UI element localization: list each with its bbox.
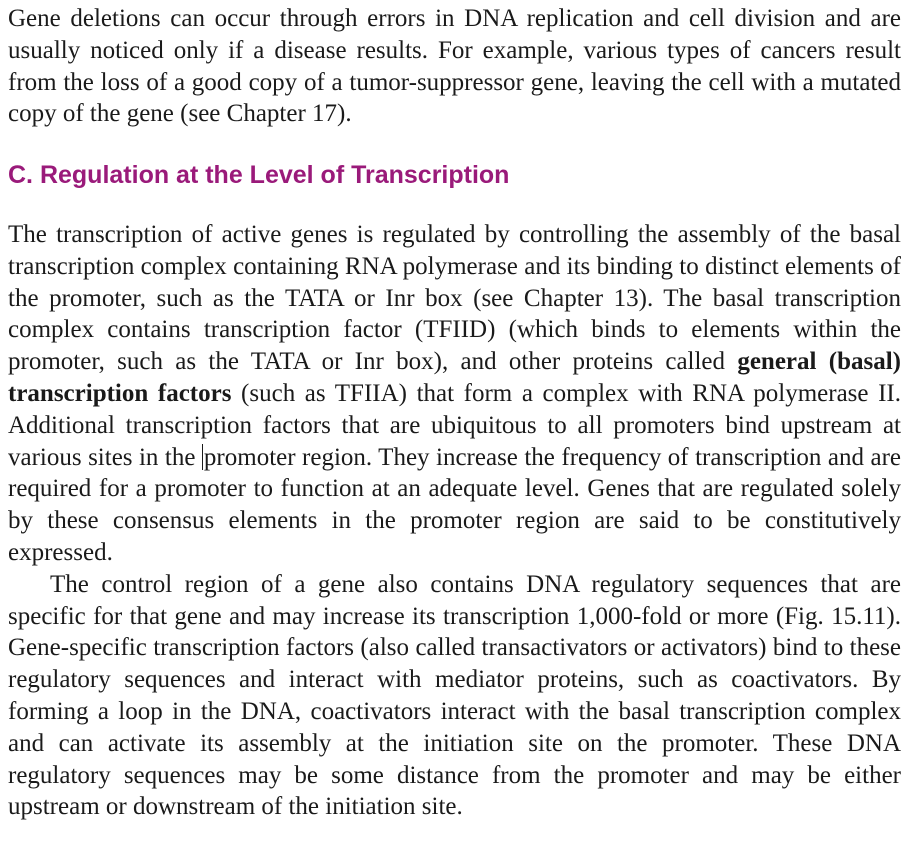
paragraph-gene-deletions: Gene deletions can occur through errors in DNA replication and cell division and are usually noticed only if a disease results. For example, various types of cancers result from the loss of a good copy of a tumor-suppressor gene, leaving the cell with a mutated copy of the gene (see Chapter 17).	[8, 5, 901, 128]
section-body	[8, 219, 901, 823]
text-cursor	[202, 444, 203, 470]
paragraph-text: (such as TFIIA) that form a complex with RNA polymerase II. Additional transcription factors that are ubiquitous to all promoters bind upstream at various sites in the	[8, 379, 902, 471]
paragraph-text: promoter region. They increase the frequency of transcription and are required for a promoter to function at an adequate level. Genes that are regulated solely by these consensus elements in the promoter region are said to be constitutively expressed.	[8, 443, 901, 566]
section-heading: C. Regulation at the Level of Transcription	[8, 161, 510, 189]
bold-term: general (basal) transcription factors	[8, 348, 901, 407]
paragraph-text: The transcription of active genes is regulated by controlling the assembly of the basal transcription complex containing RNA polymerase and its binding to distinct elements of the promoter, such as the TATA or Inr box (see Chapter 13). The basal transcription complex contains transcription factor (TFIID) (which binds to elements within the promoter, such as the TATA or Inr box), and other proteins called	[8, 221, 901, 376]
paragraph-control-region: The control region of a gene also contains DNA regulatory sequences that are specific for that gene and may increase its transcription 1,000-fold or more (Fig. 15.11). Gene-specific transcription factors (also called transactivators or activators) bind to these regulatory sequences and interact with mediator proteins, such as coactivators. By forming a loop in the DNA, coactivators interact with the basal transcription complex and can activate its assembly at the initiation site on the promoter. These DNA regulatory sequences may be some distance from the promoter and may be either upstream or downstream of the initiation site.	[8, 570, 901, 821]
paragraph-transcription-assembly	[8, 219, 901, 569]
